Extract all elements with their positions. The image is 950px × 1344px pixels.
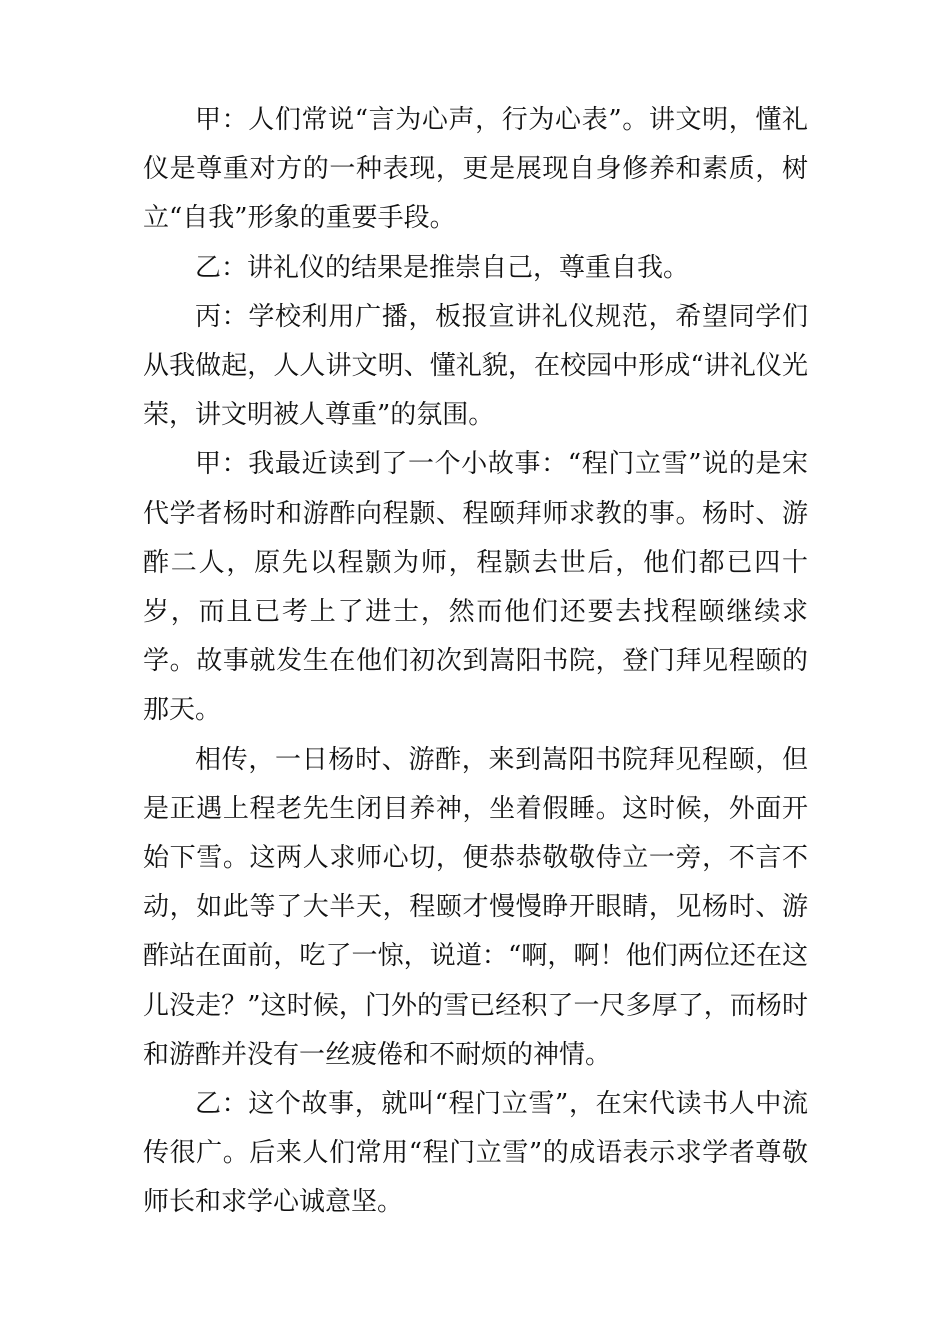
paragraph-6: 乙：这个故事，就叫“程门立雪”，在宋代读书人中流传很广。后来人们常用“程门立雪”的成语表示求学者尊敬师长和求学心诚意坚。: [143, 1089, 808, 1218]
paragraph-5: 相传，一日杨时、游酢，来到嵩阳书院拜见程颐，但是正遇上程老先生闭目养神，坐着假睡。这时候，外面开始下雪。这两人求师心切，便恭恭敬敬侍立一旁，不言不动，如此等了大半天，程颐才慢慢睁开眼睛，见杨时、游酢站在面前，吃了一惊，说道：“啊，啊！他们两位还在这儿没走？”这时候，门外的雪已经积了一尺多厚了，而杨时和游酢并没有一丝疲倦和不耐烦的神情。: [143, 744, 808, 1070]
paragraph-4: 甲：我最近读到了一个小故事：“程门立雪”说的是宋代学者杨时和游酢向程颢、程颐拜师求教的事。杨时、游酢二人，原先以程颢为师，程颢去世后，他们都已四十岁，而且已考上了进士，然而他们还要去找程颐继续求学。故事就发生在他们初次到嵩阳书院，登门拜见程颐的那天。: [143, 449, 808, 726]
paragraph-3: 丙：学校利用广播，板报宣讲礼仪规范，希望同学们从我做起，人人讲文明、懂礼貌，在校园中形成“讲礼仪光荣，讲文明被人尊重”的氛围。: [143, 301, 808, 431]
document-body: [143, 96, 808, 1228]
paragraph-2: 乙：讲礼仪的结果是推崇自己，尊重自我。: [195, 252, 690, 283]
paragraph-1: 甲：人们常说“言为心声，行为心表”。讲文明，懂礼仪是尊重对方的一种表现，更是展现自身修养和素质，树立“自我”形象的重要手段。: [143, 105, 808, 234]
